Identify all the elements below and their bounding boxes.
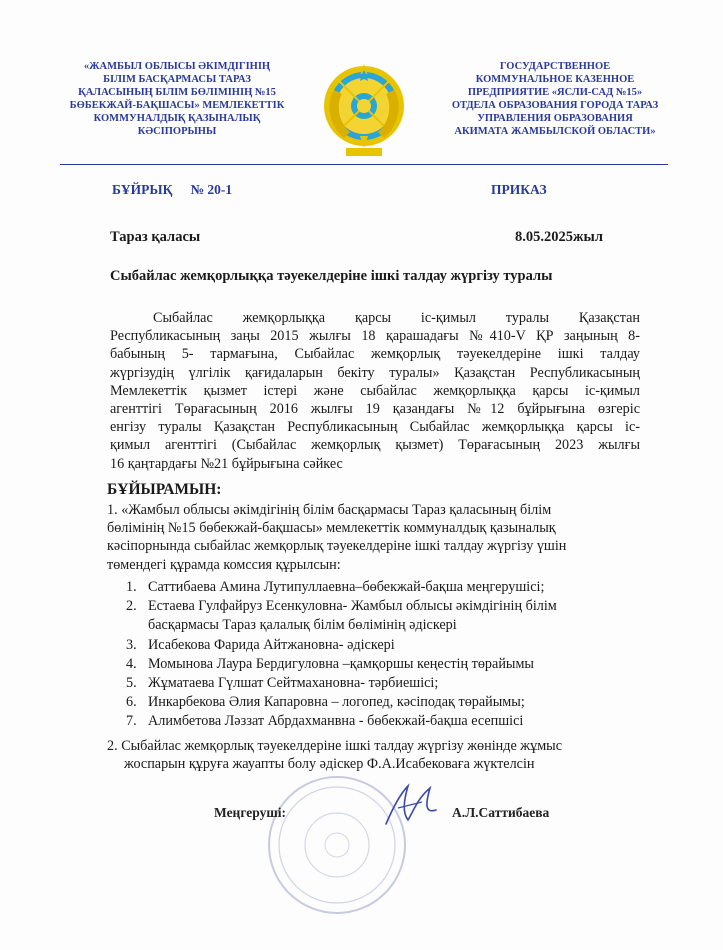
kazakhstan-state-emblem-icon <box>322 60 406 160</box>
order-item-1: 1. «Жамбыл облысы әкімдігінің білім басқармасы Тараз қаласының білім бөлімінің №15 бөбекжай-бақшасы» мемлекеттік коммуналдық қазыналық кәсіпорнында сыбайлас жемқорлық тәуекелдеріне ішкі талдау жүргізу үшін төмендегі құрамда комссия құрылсын: <box>107 502 567 573</box>
commission-members-list <box>126 578 557 732</box>
signature-role: Меңгерушi: <box>214 805 287 820</box>
order-label-kazakh <box>112 182 232 198</box>
city-name: Тараз қаласы <box>110 229 201 245</box>
list-item: 4. Момынова Лаура Бердигуловна –қамқоршы кеңестің төрайымы <box>126 655 534 672</box>
order-word-heading: БҰЙЫРАМЫН: <box>107 481 222 498</box>
order-date: 8.05.2025жыл <box>515 229 603 245</box>
order-word-kz: БҰЙРЫҚ <box>112 182 173 197</box>
order-item-2: 2. Сыбайлас жемқорлық тәуекелдеріне ішкі талдау жүргізу жөнінде жұмыс жоспарын құруға жауапты болу әдіскер Ф.А.Исабековаға жүктелсін <box>107 738 562 773</box>
header-kazakh-org-name: «ЖАМБЫЛ ОБЛЫСЫ ӘКІМДІГІНІҢ БІЛІМ БАСҚАРМАСЫ ТАРАЗ ҚАЛАСЫНЫҢ БІЛІМ БӨЛІМІНІҢ №15 БӨБЕКЖАЙ-БАҚШАСЫ» МЕМЛЕКЕТТІК КОММУНАЛДЫҚ ҚАЗЫНАЛЫҚ КӘСІПОРЫНЫ <box>69 61 285 137</box>
handwritten-signature <box>378 780 448 830</box>
order-subject: Сыбайлас жемқорлыққа тәуекелдеріне ішкі талдау жүргізу туралы <box>110 268 553 284</box>
list-item: 1. Саттибаева Амина Лутипуллаевна–бөбекжай-бақша меңгерушісі; <box>126 579 545 595</box>
list-item: 5. Жұматаева Гүлшат Сейтмахановна- тәрбиешісі; <box>126 675 439 692</box>
signature-name: А.Л.Саттибаева <box>452 805 550 820</box>
list-item: 3. Исабекова Фарида Айтжановна- әдіскері <box>126 636 395 653</box>
header-russian-org-name: ГОСУДАРСТВЕННОЕ КОММУНАЛЬНОЕ КАЗЕННОЕ ПРЕДПРИЯТИЕ «ЯСЛИ-САД №15» ОТДЕЛА ОБРАЗОВАНИЯ ГОРОДА ТАРАЗ УПРАВЛЕНИЯ ОБРАЗОВАНИЯ АКИМАТА ЖАМБЫЛСКОЙ ОБЛАСТИ» <box>451 61 659 137</box>
order-number: № 20-1 <box>190 182 233 197</box>
header-divider <box>60 164 668 165</box>
list-item: 6. Инкарбекова Әлия Капаровна – логопед, кәсіподақ төрайымы; <box>126 694 525 711</box>
order-label-russian: ПРИКАЗ <box>491 182 547 197</box>
preamble-paragraph: Сыбайлас жемқорлыққа қарсы іс-қимыл туралы Қазақстан Республикасының заңы 2015 жылғы 18 қарашадағы №410-V ҚР заңының 8- бабының 5- тармағына, Сыбайлас жемқорлық тәуекелдеріне ішкі талдау жүргізудің үлгілік қағидаларын бекіту туралы» Қазақстан Республикасының Мемлекеттік қызмет істері және сыбайлас жемқорлыққа қарсы іс-қимыл агенттігі Төрағасының 2016 жылғы 19 қазандағы №12 бұйрығына өзгеріс енгізу туралы Қазақстан Республикасының Сыбайлас жемқорлыққа қарсы іс- қимыл агенттігі (Сыбайлас жемқорлық қызмет) Төрағасының 2023 жылғы 16 қаңтардағы №21 бұйрығына сәйкес <box>110 310 640 472</box>
list-item: 7. Алимбетова Ләззат Абрдахманвна - бөбекжай-бақша есепшісі <box>126 713 524 730</box>
list-item: 2. Естаева Гулфайруз Есенкуловна- Жамбыл облысы әкімдігінің білім басқармасы Тараз қалалық білім бөлімінің әдіскері <box>126 598 557 634</box>
